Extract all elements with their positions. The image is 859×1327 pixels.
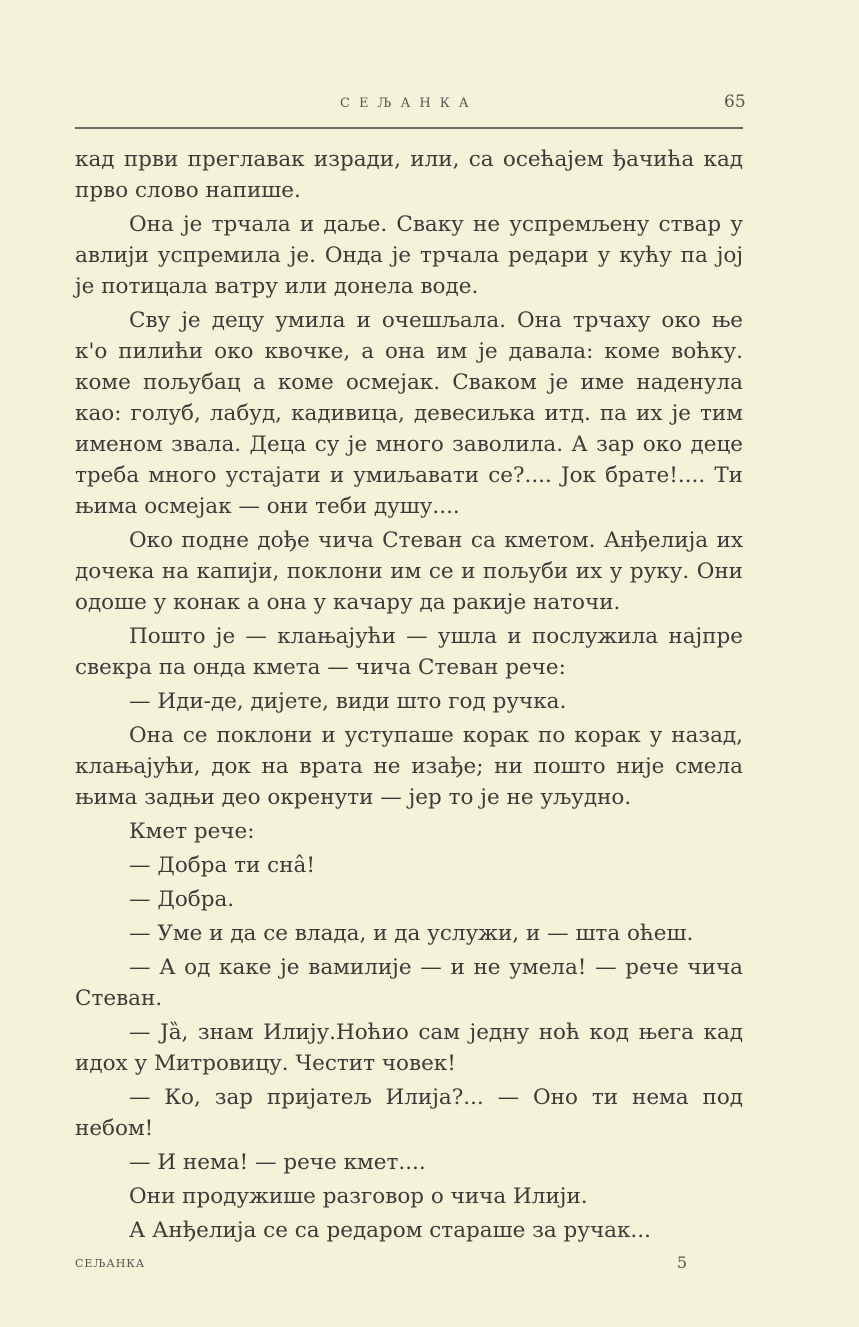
paragraph: Око подне дође чича Стеван са кметом. Анђелија их дочека на капији, поклони им се и пољуби их у руку. Они одоше у конак а она у качару да ракије наточи. xyxy=(75,528,743,615)
paragraph: — Добра. xyxy=(129,887,235,912)
running-title: СЕЉАНКА xyxy=(340,96,478,111)
page-body xyxy=(75,144,743,1249)
paragraph: Она је трчала и даље. Сваку не успремљену ствар у авлији успремила је. Онда је трчала редари у кућу па јој је потицала ватру или донела воде. xyxy=(75,212,743,299)
paragraph: Она се поклони и уступаше корак по корак у назад, клањајући, док на врата не изађе; ни пошто није смела њима задњи део окренути — јер то је не уљудно. xyxy=(75,723,743,810)
paragraph: — Ко, зар пријатељ Илија?... — Оно ти нема под небом! xyxy=(75,1085,743,1141)
sheet-number: 5 xyxy=(676,1253,687,1272)
paragraph: Пошто је — клањајући — ушла и послужила најпре свекра па онда кмета — чича Стеван рече: xyxy=(75,624,743,680)
page-number: 65 xyxy=(724,92,746,112)
paragraph: — И нема! — рече кмет.... xyxy=(129,1150,426,1175)
page-footer xyxy=(75,1253,687,1275)
paragraph: Сву је децу умила и очешљала. Она трчаху око ње к'о пилићи око квочке, а она им је давала: коме воћку. коме пољубац а коме осмејак. Сваком је име наденула као: голуб, лабуд, кадивица, девесиљка итд. па их је тим именом звала. Деца су је много заволила. А зар око деце треба много устајати и умиљавати се?.... Јок брате!.... Ти њима осмејак — они теби душу.... xyxy=(75,308,743,519)
paragraph: А Анђелија се са редаром стараше за ручак... xyxy=(129,1218,651,1243)
paragraph: — А од каке је вамилије — и не умела! — рече чича Стеван. xyxy=(75,955,743,1011)
paragraph: кад први преглавак изради, или, са осећајем ђачића кад прво слово напише. xyxy=(75,147,743,203)
header-rule xyxy=(75,127,743,129)
paragraph: Они продужише разговор о чича Илији. xyxy=(129,1184,588,1209)
paragraph: Кмет рече: xyxy=(129,819,255,844)
paragraph: — Jȁ, знам Илију.Ноћио сам једну ноћ код њега кад идох у Митровицу. Честит човек! xyxy=(75,1020,743,1076)
paragraph: — Уме и да се влада, и да услужи, и — шта oћеш. xyxy=(129,921,694,946)
paragraph: — Добра ти сна̂! xyxy=(129,853,316,878)
running-head xyxy=(0,92,859,120)
paragraph: — Иди-де, дијете, види што год ручка. xyxy=(129,689,567,714)
signature-mark: СЕЉАНКА xyxy=(75,1257,146,1270)
